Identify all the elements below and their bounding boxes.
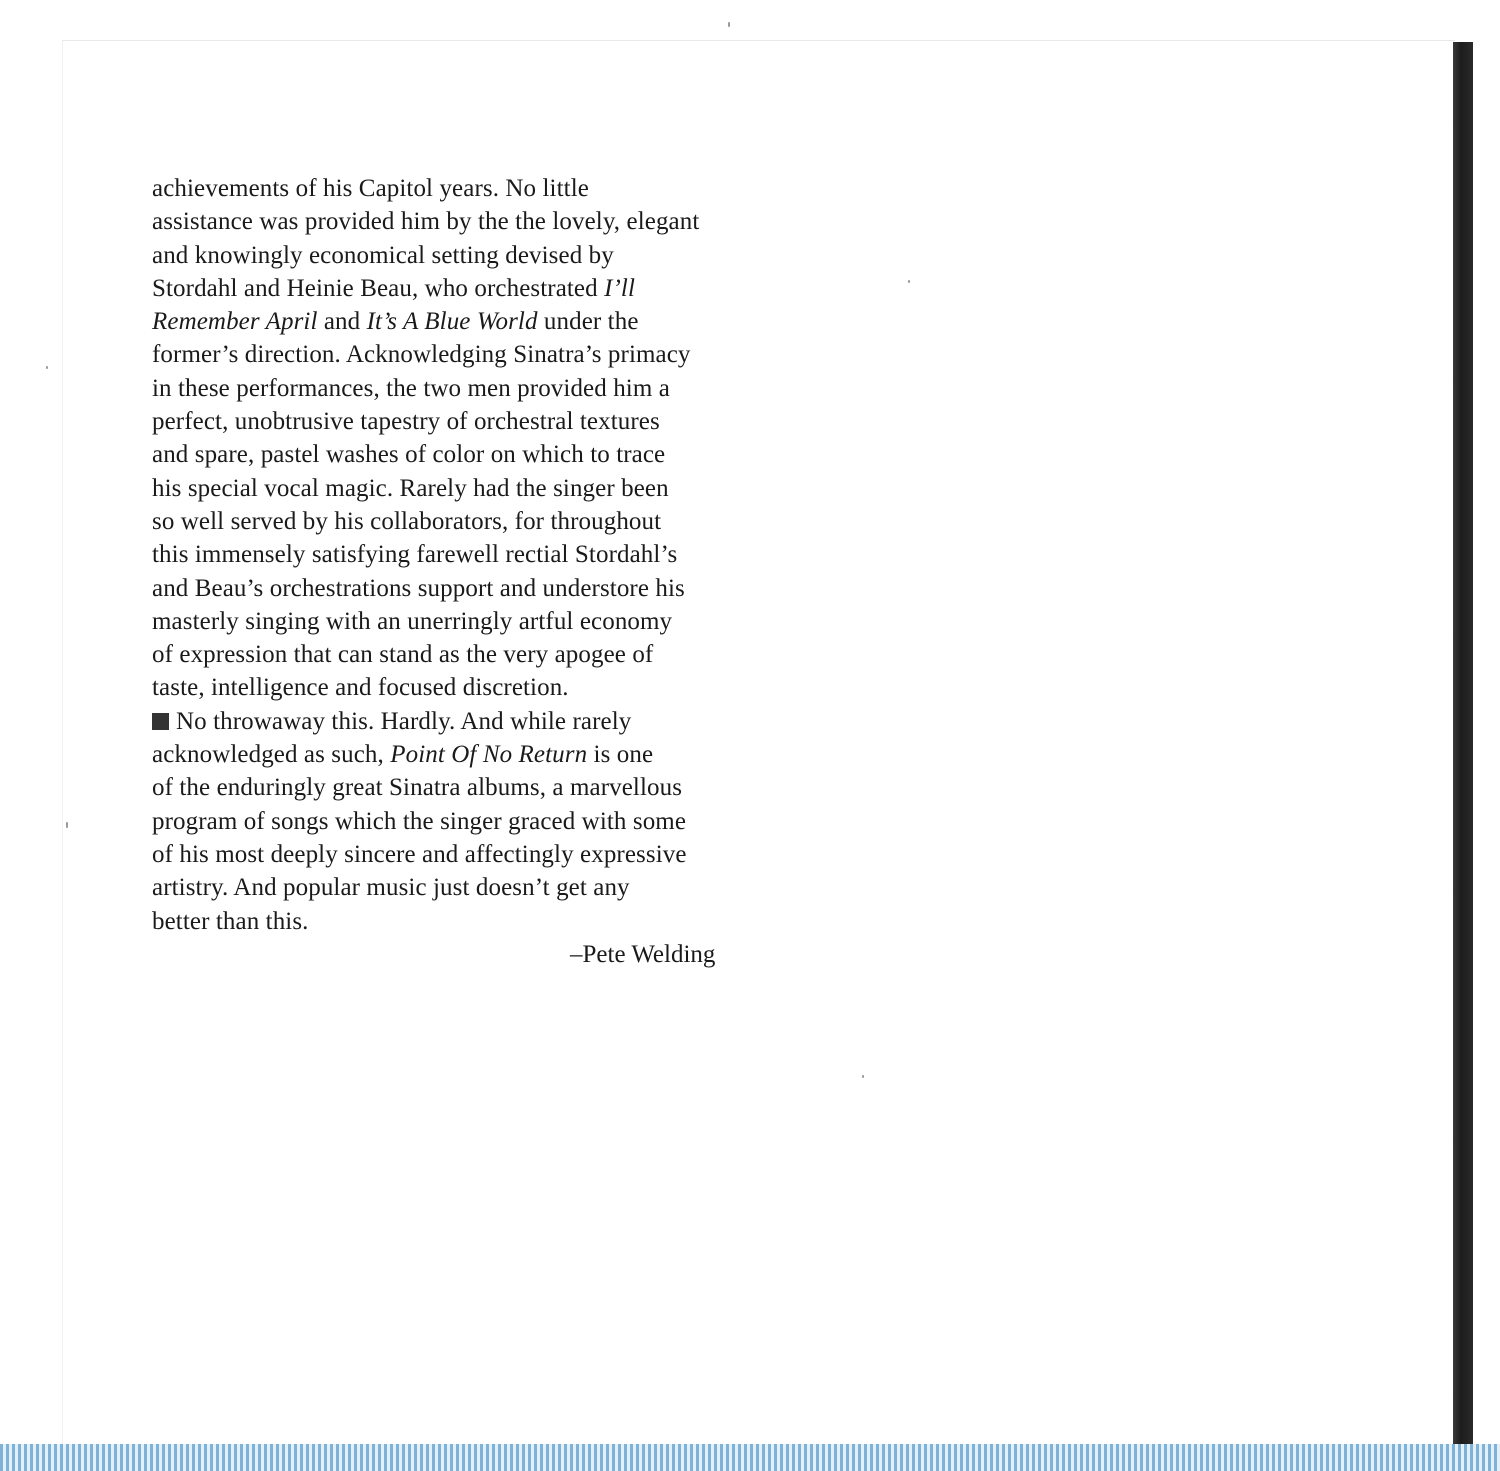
essay-line: perfect, unobtrusive tapestry of orchestral textures — [152, 408, 660, 436]
essay-line: of the enduringly great Sinatra albums, a marvellous — [152, 774, 683, 802]
scan-speck — [66, 822, 68, 828]
scan-speck — [862, 1075, 864, 1078]
essay-line: masterly singing with an unerringly artful economy — [152, 607, 673, 635]
essay-line: and spare, pastel washes of color on which to trace — [152, 441, 666, 469]
song-title-italic: It’s A Blue World — [366, 308, 538, 336]
scan-speck — [46, 366, 48, 369]
essay-line: his special vocal magic. Rarely had the singer been — [152, 474, 669, 502]
essay-text-run: under the — [537, 308, 639, 336]
essay-line: better than this. — [152, 907, 309, 935]
essay-line — [152, 738, 742, 771]
essay-line: program of songs which the singer graced with some — [152, 807, 687, 835]
scan-speck — [728, 22, 730, 27]
essay-text-run: No throwaway this. Hardly. And while rarely — [176, 707, 632, 735]
essay-line: of his most deeply sincere and affectingly expressive — [152, 840, 687, 868]
essay-line: assistance was provided him by the the lovely, elegant — [152, 208, 700, 236]
scanner-edge-strip — [0, 1444, 1500, 1471]
essay-line: so well served by his collaborators, for throughout — [152, 507, 662, 535]
album-title-italic: Point Of No Return — [390, 741, 588, 769]
song-title-italic: Remember April — [152, 308, 318, 336]
author-signature: –Pete Welding — [570, 941, 716, 968]
essay-text-run: and — [317, 308, 367, 336]
paragraph-bullet-icon — [152, 713, 169, 730]
essay-line: former’s direction. Acknowledging Sinatra’s primacy — [152, 341, 691, 369]
essay-text-run: is one — [587, 741, 654, 769]
essay-line: of expression that can stand as the very apogee of — [152, 641, 654, 669]
essay-line — [152, 272, 742, 305]
essay-line: this immensely satisfying farewell rectial Stordahl’s — [152, 541, 678, 569]
booklet-spine — [1453, 42, 1473, 1445]
essay-text — [152, 172, 742, 938]
essay-line: and Beau’s orchestrations support and understore his — [152, 574, 685, 602]
essay-line — [152, 305, 742, 338]
essay-line: taste, intelligence and focused discretion. — [152, 674, 569, 702]
essay-text-run: acknowledged as such, — [152, 741, 391, 769]
essay-text-run: Stordahl and Heinie Beau, who orchestrated — [152, 274, 605, 302]
scan-speck — [908, 280, 910, 283]
song-title-italic: I’ll — [604, 274, 636, 302]
essay-line: achievements of his Capitol years. No little — [152, 175, 589, 202]
essay-line: artistry. And popular music just doesn’t get any — [152, 874, 630, 902]
essay-line: in these performances, the two men provided him a — [152, 374, 670, 402]
essay-line — [152, 705, 742, 738]
essay-line: and knowingly economical setting devised by — [152, 241, 614, 269]
